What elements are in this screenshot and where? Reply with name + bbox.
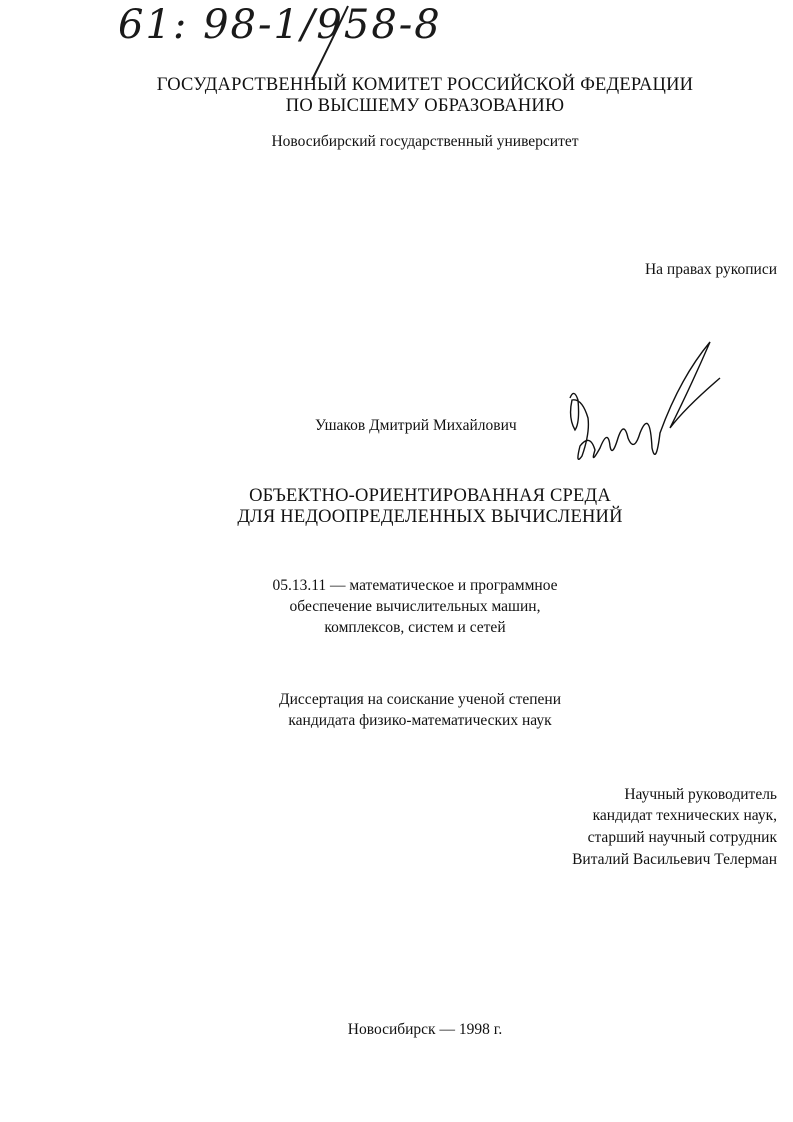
title-line-1: ОБЪЕКТНО-ОРИЕНТИРОВАННАЯ СРЕДА [249,486,611,506]
handwritten-slash [300,4,360,84]
degree-line-2: кандидата физико-математических наук [288,712,552,729]
supervisor-line-1: Научный руководитель [624,786,777,803]
specialty-line-1: 05.13.11 — математическое и программное [272,577,558,594]
manuscript-note: На правах рукописи [644,261,777,278]
footer-city-year: Новосибирск — 1998 г. [347,1021,503,1038]
supervisor-line-3: старший научный сотрудник [587,829,777,846]
author-name: Ушаков Дмитрий Михайлович [315,417,517,434]
title-line-2: ДЛЯ НЕДООПРЕДЕЛЕННЫХ ВЫЧИСЛЕНИЙ [237,507,623,527]
supervisor-line-2: кандидат технических наук, [592,807,777,824]
signature [560,338,725,473]
degree-line-1: Диссертация на соискание ученой степени [279,691,561,708]
header-line-1: ГОСУДАРСТВЕННЫЙ КОМИТЕТ РОССИЙСКОЙ ФЕДЕРАЦИИ [156,75,694,95]
specialty-line-3: комплексов, систем и сетей [324,619,506,636]
handwritten-registry-number: 61: 98-1/958-8 [118,2,442,48]
specialty-line-2: обеспечение вычислительных машин, [289,598,541,615]
header-line-2: ПО ВЫСШЕМУ ОБРАЗОВАНИЮ [285,96,565,116]
university-name: Новосибирский государственный университет [271,133,579,150]
supervisor-line-4: Виталий Васильевич Телерман [572,851,777,868]
